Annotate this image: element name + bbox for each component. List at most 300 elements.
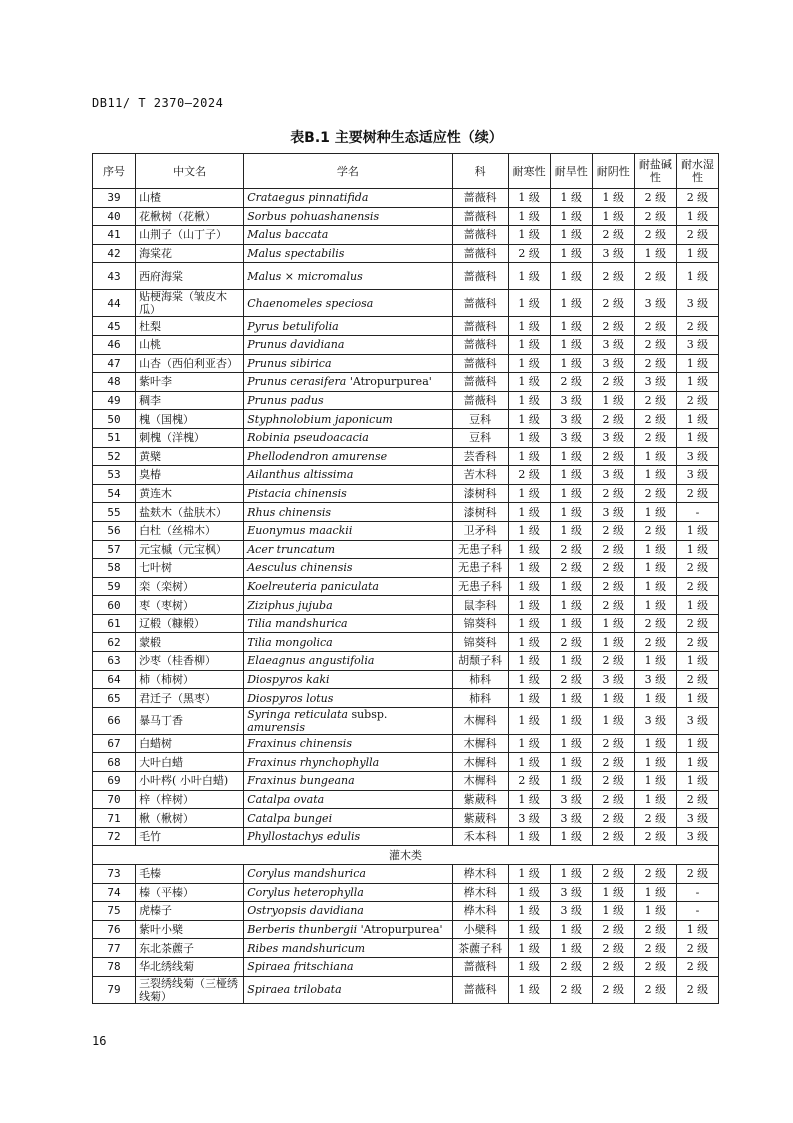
row-chinese-name: 楸（楸树） (136, 809, 244, 828)
table-row (93, 670, 719, 689)
col-header-family: 科 (452, 154, 508, 189)
row-shade-tolerance: 2 级 (592, 939, 634, 958)
col-header-shade: 耐阴性 (592, 154, 634, 189)
row-cold-tolerance: 1 级 (508, 503, 550, 522)
row-family: 漆树科 (452, 503, 508, 522)
row-wet-tolerance: 1 级 (676, 207, 718, 226)
row-drought-tolerance: 1 级 (550, 466, 592, 485)
col-header-drought: 耐旱性 (550, 154, 592, 189)
row-drought-tolerance: 1 级 (550, 827, 592, 846)
row-shade-tolerance: 3 级 (592, 466, 634, 485)
row-wet-tolerance: 2 级 (676, 559, 718, 578)
row-chinese-name: 山杏（西伯利亚杏） (136, 354, 244, 373)
scientific-name-text: Prunus sibirica (247, 356, 332, 370)
row-wet-tolerance: 3 级 (676, 809, 718, 828)
row-cold-tolerance: 1 级 (508, 827, 550, 846)
row-index: 46 (93, 335, 136, 354)
table-row (93, 290, 719, 317)
row-drought-tolerance: 1 级 (550, 447, 592, 466)
row-cold-tolerance: 1 级 (508, 633, 550, 652)
table-row (93, 689, 719, 708)
row-shade-tolerance: 2 级 (592, 772, 634, 791)
row-salt-tolerance: 1 级 (634, 466, 676, 485)
scientific-name-text: Chaenomeles speciosa (247, 296, 374, 310)
row-shade-tolerance: 3 级 (592, 335, 634, 354)
row-salt-tolerance: 2 级 (634, 189, 676, 208)
row-wet-tolerance: 1 级 (676, 354, 718, 373)
row-cold-tolerance: 1 级 (508, 865, 550, 884)
row-drought-tolerance: 1 级 (550, 290, 592, 317)
row-family: 苦木科 (452, 466, 508, 485)
row-scientific-name (244, 559, 452, 578)
page-number: 16 (92, 1034, 107, 1048)
row-family: 芸香科 (452, 447, 508, 466)
row-index: 69 (93, 772, 136, 791)
table-row (93, 189, 719, 208)
row-drought-tolerance: 3 级 (550, 391, 592, 410)
table-row (93, 753, 719, 772)
row-family: 蔷薇科 (452, 244, 508, 263)
row-scientific-name (244, 373, 452, 392)
row-wet-tolerance: 2 级 (676, 614, 718, 633)
row-salt-tolerance: 1 级 (634, 883, 676, 902)
row-shade-tolerance: 2 级 (592, 734, 634, 753)
row-shade-tolerance: 1 级 (592, 707, 634, 734)
row-scientific-name (244, 689, 452, 708)
row-index: 56 (93, 521, 136, 540)
row-shade-tolerance: 2 级 (592, 577, 634, 596)
row-scientific-name (244, 577, 452, 596)
row-family: 锦葵科 (452, 614, 508, 633)
row-wet-tolerance: 3 级 (676, 827, 718, 846)
row-scientific-name (244, 707, 452, 734)
row-index: 61 (93, 614, 136, 633)
row-wet-tolerance: 2 级 (676, 790, 718, 809)
row-wet-tolerance: 1 级 (676, 652, 718, 671)
row-shade-tolerance: 2 级 (592, 976, 634, 1003)
row-scientific-name (244, 753, 452, 772)
row-family: 木樨科 (452, 734, 508, 753)
row-drought-tolerance: 2 级 (550, 373, 592, 392)
row-index: 39 (93, 189, 136, 208)
row-wet-tolerance: 1 级 (676, 689, 718, 708)
table-row (93, 790, 719, 809)
row-drought-tolerance: 1 级 (550, 354, 592, 373)
row-wet-tolerance: 1 级 (676, 540, 718, 559)
table-row (93, 920, 719, 939)
row-chinese-name: 虎榛子 (136, 902, 244, 921)
row-drought-tolerance: 3 级 (550, 428, 592, 447)
scientific-name-text: Malus baccata (247, 228, 329, 242)
row-drought-tolerance: 1 级 (550, 207, 592, 226)
row-salt-tolerance: 1 级 (634, 790, 676, 809)
row-index: 40 (93, 207, 136, 226)
col-header-salt: 耐盐碱性 (634, 154, 676, 189)
table-row (93, 244, 719, 263)
table-row (93, 976, 719, 1003)
row-family: 蔷薇科 (452, 354, 508, 373)
row-salt-tolerance: 2 级 (634, 354, 676, 373)
row-salt-tolerance: 1 级 (634, 902, 676, 921)
row-salt-tolerance: 3 级 (634, 707, 676, 734)
row-chinese-name: 栾（栾树） (136, 577, 244, 596)
row-cold-tolerance: 1 级 (508, 317, 550, 336)
row-chinese-name: 山楂 (136, 189, 244, 208)
row-salt-tolerance: 1 级 (634, 244, 676, 263)
scientific-name-text: Phellodendron amurense (247, 449, 388, 463)
table-row (93, 521, 719, 540)
table-row (93, 410, 719, 429)
table-row (93, 559, 719, 578)
row-family: 桦木科 (452, 865, 508, 884)
row-family: 蔷薇科 (452, 207, 508, 226)
col-header-index: 序号 (93, 154, 136, 189)
row-chinese-name: 三裂绣线菊（三桠绣线菊） (136, 976, 244, 1003)
row-chinese-name: 小叶梣( 小叶白蜡) (136, 772, 244, 791)
row-chinese-name: 山荆子（山丁子） (136, 226, 244, 245)
row-chinese-name: 花楸树（花楸） (136, 207, 244, 226)
row-drought-tolerance: 1 级 (550, 707, 592, 734)
row-wet-tolerance: 2 级 (676, 633, 718, 652)
row-scientific-name (244, 772, 452, 791)
row-scientific-name (244, 957, 452, 976)
row-salt-tolerance: 2 级 (634, 428, 676, 447)
scientific-name-text: Acer truncatum (247, 542, 336, 556)
row-cold-tolerance: 1 级 (508, 521, 550, 540)
table-row (93, 902, 719, 921)
row-family: 蔷薇科 (452, 976, 508, 1003)
row-chinese-name: 毛榛 (136, 865, 244, 884)
row-index: 76 (93, 920, 136, 939)
row-family: 蔷薇科 (452, 189, 508, 208)
scientific-name-text: Ostryopsis davidiana (247, 904, 364, 918)
row-index: 67 (93, 734, 136, 753)
scientific-name-text: Tilia mongolica (247, 635, 333, 649)
section-row (93, 846, 719, 865)
table-row (93, 827, 719, 846)
row-index: 48 (93, 373, 136, 392)
row-shade-tolerance: 2 级 (592, 865, 634, 884)
col-header-chinese-name: 中文名 (136, 154, 244, 189)
row-shade-tolerance: 2 级 (592, 521, 634, 540)
row-wet-tolerance: 2 级 (676, 976, 718, 1003)
row-drought-tolerance: 3 级 (550, 809, 592, 828)
row-chinese-name: 西府海棠 (136, 263, 244, 290)
table-row (93, 540, 719, 559)
table-row (93, 317, 719, 336)
scientific-name-text: Ribes mandshuricum (247, 941, 366, 955)
row-family: 木樨科 (452, 707, 508, 734)
row-chinese-name: 元宝槭（元宝枫） (136, 540, 244, 559)
row-index: 73 (93, 865, 136, 884)
row-chinese-name: 紫叶李 (136, 373, 244, 392)
row-index: 55 (93, 503, 136, 522)
row-index: 68 (93, 753, 136, 772)
row-index: 75 (93, 902, 136, 921)
row-family: 紫葳科 (452, 790, 508, 809)
section-label-shrubs: 灌木类 (93, 846, 719, 865)
row-wet-tolerance: 1 级 (676, 734, 718, 753)
table-row (93, 447, 719, 466)
row-salt-tolerance: 2 级 (634, 263, 676, 290)
scientific-name-text: Syringa reticulata (247, 707, 348, 721)
row-scientific-name (244, 226, 452, 245)
scientific-name-text: Elaeagnus angustifolia (247, 654, 375, 668)
row-chinese-name: 暴马丁香 (136, 707, 244, 734)
scientific-name-text: Fraxinus rhynchophylla (247, 755, 380, 769)
row-chinese-name: 白蜡树 (136, 734, 244, 753)
row-chinese-name: 白杜（丝棉木） (136, 521, 244, 540)
row-wet-tolerance: 1 级 (676, 410, 718, 429)
row-drought-tolerance: 1 级 (550, 734, 592, 753)
row-family: 漆树科 (452, 484, 508, 503)
row-chinese-name: 辽椴（糠椴） (136, 614, 244, 633)
row-wet-tolerance: 2 级 (676, 226, 718, 245)
row-chinese-name: 东北茶藨子 (136, 939, 244, 958)
row-scientific-name (244, 207, 452, 226)
row-wet-tolerance: 2 级 (676, 865, 718, 884)
table-row (93, 428, 719, 447)
row-salt-tolerance: 2 级 (634, 920, 676, 939)
row-chinese-name: 槐（国槐） (136, 410, 244, 429)
row-cold-tolerance: 3 级 (508, 809, 550, 828)
row-index: 52 (93, 447, 136, 466)
row-cold-tolerance: 1 级 (508, 226, 550, 245)
cultivar-name: 'Atropurpurea' (346, 375, 432, 389)
row-drought-tolerance: 3 级 (550, 883, 592, 902)
row-shade-tolerance: 1 级 (592, 207, 634, 226)
row-cold-tolerance: 1 级 (508, 920, 550, 939)
row-cold-tolerance: 2 级 (508, 772, 550, 791)
row-shade-tolerance: 1 级 (592, 883, 634, 902)
row-cold-tolerance: 1 级 (508, 976, 550, 1003)
row-shade-tolerance: 1 级 (592, 189, 634, 208)
row-wet-tolerance: 1 级 (676, 772, 718, 791)
row-cold-tolerance: 2 级 (508, 466, 550, 485)
table-row (93, 596, 719, 615)
row-chinese-name: 稠李 (136, 391, 244, 410)
row-scientific-name (244, 290, 452, 317)
scientific-name-text: Corylus heterophylla (247, 885, 364, 899)
table-title: 表B.1 主要树种生态适应性（续） (290, 130, 503, 146)
row-cold-tolerance: 1 级 (508, 354, 550, 373)
row-index: 54 (93, 484, 136, 503)
row-salt-tolerance: 2 级 (634, 226, 676, 245)
row-scientific-name (244, 633, 452, 652)
row-scientific-name (244, 317, 452, 336)
scientific-name-text: Corylus mandshurica (247, 867, 366, 881)
row-salt-tolerance: 2 级 (634, 207, 676, 226)
scientific-name-text: Ziziphus jujuba (247, 598, 333, 612)
row-family: 蔷薇科 (452, 335, 508, 354)
row-index: 60 (93, 596, 136, 615)
row-index: 77 (93, 939, 136, 958)
scientific-name-text: Robinia pseudoacacia (247, 431, 369, 445)
row-scientific-name (244, 652, 452, 671)
row-scientific-name (244, 827, 452, 846)
row-index: 49 (93, 391, 136, 410)
row-shade-tolerance: 3 级 (592, 670, 634, 689)
row-family: 柿科 (452, 689, 508, 708)
row-salt-tolerance: 1 级 (634, 503, 676, 522)
scientific-name-text: Fraxinus chinensis (247, 737, 352, 751)
table-row (93, 883, 719, 902)
row-shade-tolerance: 3 级 (592, 244, 634, 263)
scientific-name-text: Pistacia chinensis (247, 487, 347, 501)
row-drought-tolerance: 2 级 (550, 670, 592, 689)
table-row (93, 466, 719, 485)
row-drought-tolerance: 1 级 (550, 189, 592, 208)
table-row (93, 707, 719, 734)
row-family: 蔷薇科 (452, 263, 508, 290)
row-chinese-name: 华北绣线菊 (136, 957, 244, 976)
col-header-cold: 耐寒性 (508, 154, 550, 189)
row-wet-tolerance: 3 级 (676, 290, 718, 317)
row-scientific-name (244, 939, 452, 958)
table-row (93, 939, 719, 958)
table-row (93, 614, 719, 633)
row-salt-tolerance: 2 级 (634, 484, 676, 503)
row-scientific-name (244, 976, 452, 1003)
row-chinese-name: 山桃 (136, 335, 244, 354)
row-drought-tolerance: 1 级 (550, 920, 592, 939)
row-shade-tolerance: 2 级 (592, 540, 634, 559)
row-cold-tolerance: 1 级 (508, 559, 550, 578)
row-salt-tolerance: 2 级 (634, 317, 676, 336)
row-drought-tolerance: 1 级 (550, 317, 592, 336)
row-cold-tolerance: 2 级 (508, 244, 550, 263)
row-drought-tolerance: 1 级 (550, 226, 592, 245)
table-row (93, 226, 719, 245)
row-cold-tolerance: 1 级 (508, 540, 550, 559)
row-index: 71 (93, 809, 136, 828)
row-salt-tolerance: 1 级 (634, 447, 676, 466)
row-shade-tolerance: 1 级 (592, 391, 634, 410)
row-wet-tolerance: 3 级 (676, 447, 718, 466)
row-drought-tolerance: 1 级 (550, 263, 592, 290)
row-cold-tolerance: 1 级 (508, 428, 550, 447)
row-cold-tolerance: 1 级 (508, 670, 550, 689)
row-scientific-name (244, 670, 452, 689)
row-wet-tolerance: 3 级 (676, 335, 718, 354)
row-scientific-name (244, 865, 452, 884)
table-row (93, 263, 719, 290)
row-wet-tolerance: 1 级 (676, 596, 718, 615)
table-row (93, 734, 719, 753)
scientific-name-subspecies: amurensis (247, 720, 305, 734)
row-chinese-name: 黄檗 (136, 447, 244, 466)
row-salt-tolerance: 1 级 (634, 772, 676, 791)
row-chinese-name: 刺槐（洋槐） (136, 428, 244, 447)
scientific-name-text: Prunus cerasifera (247, 375, 347, 389)
row-family: 蔷薇科 (452, 226, 508, 245)
table-row (93, 354, 719, 373)
row-scientific-name (244, 244, 452, 263)
row-scientific-name (244, 902, 452, 921)
row-family: 无患子科 (452, 577, 508, 596)
cultivar-name: 'Atropurpurea' (357, 923, 443, 937)
scientific-name-text: Diospyros kaki (247, 672, 330, 686)
row-cold-tolerance: 1 级 (508, 939, 550, 958)
row-wet-tolerance: 3 级 (676, 707, 718, 734)
row-drought-tolerance: 1 级 (550, 503, 592, 522)
row-salt-tolerance: 2 级 (634, 633, 676, 652)
row-cold-tolerance: 1 级 (508, 707, 550, 734)
row-scientific-name (244, 466, 452, 485)
row-scientific-name (244, 335, 452, 354)
row-cold-tolerance: 1 级 (508, 734, 550, 753)
row-drought-tolerance: 2 级 (550, 957, 592, 976)
row-chinese-name: 枣（枣树） (136, 596, 244, 615)
row-salt-tolerance: 1 级 (634, 753, 676, 772)
row-salt-tolerance: 2 级 (634, 827, 676, 846)
row-drought-tolerance: 2 级 (550, 559, 592, 578)
row-drought-tolerance: 1 级 (550, 521, 592, 540)
scientific-name-text: Pyrus betulifolia (247, 319, 339, 333)
scientific-name-text: Berberis thunbergii (247, 923, 358, 937)
row-chinese-name: 七叶树 (136, 559, 244, 578)
row-shade-tolerance: 2 级 (592, 559, 634, 578)
col-header-scientific-name: 学名 (244, 154, 452, 189)
row-shade-tolerance: 2 级 (592, 790, 634, 809)
row-salt-tolerance: 2 级 (634, 939, 676, 958)
row-scientific-name (244, 790, 452, 809)
row-shade-tolerance: 2 级 (592, 447, 634, 466)
row-cold-tolerance: 1 级 (508, 596, 550, 615)
row-chinese-name: 杜梨 (136, 317, 244, 336)
row-salt-tolerance: 2 级 (634, 614, 676, 633)
row-scientific-name (244, 428, 452, 447)
row-salt-tolerance: 1 级 (634, 559, 676, 578)
row-family: 木樨科 (452, 753, 508, 772)
document-code: DB11/ T 2370—2024 (92, 96, 224, 110)
row-drought-tolerance: 1 级 (550, 652, 592, 671)
row-cold-tolerance: 1 级 (508, 902, 550, 921)
row-drought-tolerance: 3 级 (550, 410, 592, 429)
row-salt-tolerance: 2 级 (634, 391, 676, 410)
row-chinese-name: 蒙椴 (136, 633, 244, 652)
scientific-name-text: Tilia mandshurica (247, 617, 348, 631)
row-chinese-name: 榛（平榛） (136, 883, 244, 902)
row-drought-tolerance: 1 级 (550, 577, 592, 596)
table-row (93, 577, 719, 596)
row-salt-tolerance: 1 级 (634, 540, 676, 559)
row-family: 豆科 (452, 428, 508, 447)
row-index: 47 (93, 354, 136, 373)
row-cold-tolerance: 1 级 (508, 652, 550, 671)
scientific-name-text: Prunus padus (247, 394, 324, 408)
row-chinese-name: 海棠花 (136, 244, 244, 263)
row-wet-tolerance: 2 级 (676, 957, 718, 976)
row-salt-tolerance: 2 级 (634, 957, 676, 976)
row-wet-tolerance: 1 级 (676, 753, 718, 772)
row-index: 70 (93, 790, 136, 809)
row-scientific-name (244, 540, 452, 559)
row-family: 桦木科 (452, 902, 508, 921)
row-family: 蔷薇科 (452, 290, 508, 317)
row-wet-tolerance: 2 级 (676, 484, 718, 503)
row-salt-tolerance: 1 级 (634, 596, 676, 615)
scientific-name-text: Ailanthus altissima (247, 468, 354, 482)
row-shade-tolerance: 2 级 (592, 410, 634, 429)
scientific-name-text: Malus spectabilis (247, 247, 345, 261)
scientific-name-text: Spiraea trilobata (247, 983, 342, 997)
row-chinese-name: 大叶白蜡 (136, 753, 244, 772)
table-row (93, 865, 719, 884)
row-family: 无患子科 (452, 540, 508, 559)
row-drought-tolerance: 3 级 (550, 902, 592, 921)
row-family: 木樨科 (452, 772, 508, 791)
